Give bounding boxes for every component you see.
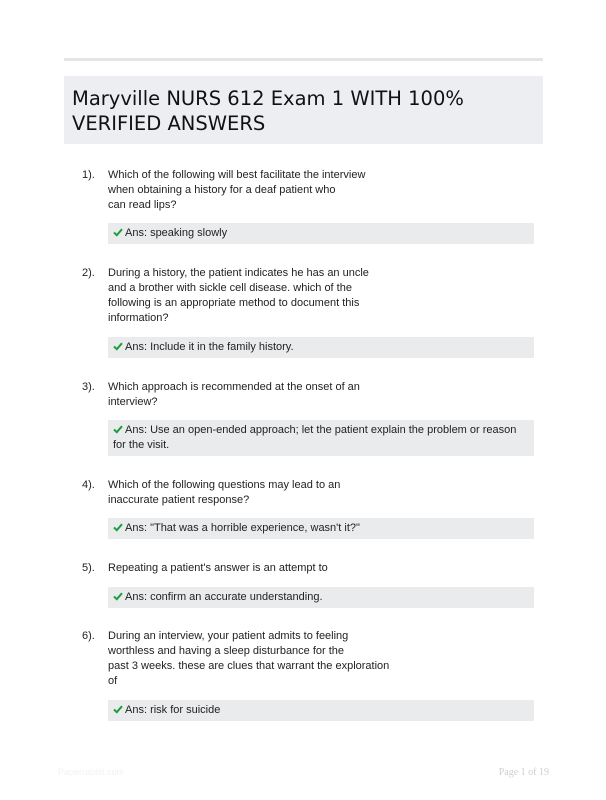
question-text: During a history, the patient indicates he has an uncle and a brother with sickle cell disease. which of the following is an appropriate method to document this information? — [108, 267, 369, 324]
answer-box — [108, 223, 534, 244]
answer-box — [108, 518, 534, 539]
answer-text: Ans: speaking slowly — [125, 227, 228, 239]
question-text: During an interview, your patient admits to feeling worthless and having a sleep disturbance for the past 3 weeks. these are clues that warrant the exploration of — [108, 630, 390, 687]
check-icon — [113, 424, 123, 434]
question-number: 3). — [82, 381, 95, 393]
check-icon — [113, 341, 123, 351]
question-number: 1). — [82, 169, 95, 181]
question-number: 6). — [82, 630, 95, 642]
question-number: 2). — [82, 267, 95, 279]
page-indicator: Page 1 of 19 — [498, 767, 549, 778]
answer-text: Ans: Use an open-ended approach; let the patient explain the problem or reason for the visit. — [113, 424, 517, 451]
check-icon — [113, 704, 123, 714]
answer-box — [108, 700, 534, 721]
check-icon — [113, 522, 123, 532]
check-icon — [113, 591, 123, 601]
question-number: 5). — [82, 562, 95, 574]
answer-box — [108, 420, 534, 456]
answer-text: Ans: Include it in the family history. — [125, 341, 294, 353]
answer-text: Ans: confirm an accurate understanding. — [125, 591, 323, 603]
answer-text: Ans: risk for suicide — [125, 704, 221, 716]
question-text: Repeating a patient's answer is an attempt to — [108, 562, 328, 574]
answer-box — [108, 587, 534, 608]
question-number: 4). — [82, 479, 95, 491]
question-text: Which of the following will best facilitate the interview when obtaining a history for a deaf patient who can read lips? — [108, 169, 366, 211]
question-text: Which approach is recommended at the onset of an interview? — [108, 381, 360, 408]
footer-watermark: Paperrabbit.com — [58, 767, 125, 777]
page-title: Maryville NURS 612 Exam 1 WITH 100% VERIFIED ANSWERS — [72, 87, 464, 135]
answer-box — [108, 337, 534, 358]
top-divider — [64, 58, 543, 61]
question-text: Which of the following questions may lead to an inaccurate patient response? — [108, 479, 341, 506]
title-banner — [64, 76, 543, 144]
answer-text: Ans: "That was a horrible experience, wasn't it?" — [125, 522, 360, 534]
check-icon — [113, 227, 123, 237]
